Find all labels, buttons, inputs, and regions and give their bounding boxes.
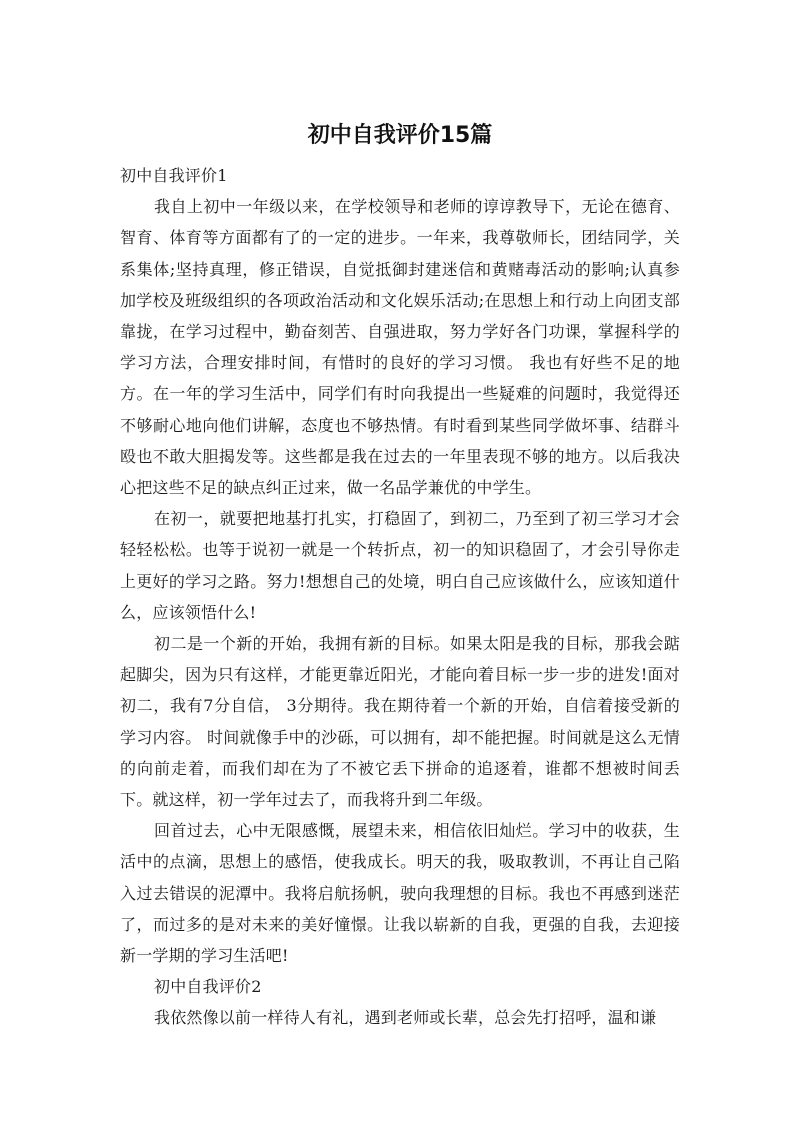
section-heading: 初中自我评价1: [120, 166, 228, 185]
paragraph: 初二是一个新的开始，我拥有新的目标。如果太阳是我的目标，那我会踮起脚尖，因为只有这样，才能更靠近阳光，才能向着目标一步一步的进发!面对初二，我有7分自信， 3分期待。我在期待着一个新的开始，自信着接受新的学习内容。 时间就像手中的沙砾，可以拥有，却不能把握。时间就是这么无情的向前走着，而我们却在为了不被它丢下拼命的追逐着，谁都不想被时间丢下。就这样，初一学年过去了，而我将升到二年级。: [120, 634, 680, 810]
document-title: 初中自我评价15篇: [307, 123, 493, 148]
paragraph: 我依然像以前一样待人有礼，遇到老师或长辈，总会先打招呼，温和谦: [154, 1008, 657, 1028]
paragraph: 我自上初中一年级以来，在学校领导和老师的谆谆教导下，无论在德育、智育、体育等方面都有了的一定的进步。一年来，我尊敬师长，团结同学，关系集体;坚持真理，修正错误，自觉抵御封建迷信和黄赌毒活动的影响;认真参加学校及班级组织的各项政治活动和文化娱乐活动;在思想上和行动上向团支部靠拢，在学习过程中，勤奋刻苦、自强进取，努力学好各门功课，掌握科学的学习方法，合理安排时间，有惜时的良好的学习习惯。 我也有好些不足的地方。在一年的学习生活中，同学们有时向我提出一些疑难的问题时，我觉得还不够耐心地向他们讲解，态度也不够热情。有时看到某些同学做坏事、结群斗殴也不敢大胆揭发等。这些都是我在过去的一年里表现不够的地方。以后我决心把这些不足的缺点纠正过来，做一名品学兼优的中学生。: [120, 197, 680, 498]
paragraph: 回首过去，心中无限感慨，展望未来，相信依旧灿烂。学习中的收获，生活中的点滴，思想上的感悟，使我成长。明天的我，吸取教训，不再让自己陷入过去错误的泥潭中。我将启航扬帆，驶向我理想的目标。我也不再感到迷茫了，而过多的是对未来的美好憧憬。让我以崭新的自我，更强的自我，去迎接新一学期的学习生活吧!: [120, 821, 680, 966]
section-heading: 初中自我评价2: [154, 977, 262, 997]
paragraph: 在初一，就要把地基打扎实，打稳固了，到初二，乃至到了初三学习才会轻轻松松。也等于说初一就是一个转折点，初一的知识稳固了，才会引导你走上更好的学习之路。努力!想想自己的处境，明白自己应该做什么，应该知道什么，应该领悟什么!: [120, 509, 680, 622]
document-body: [120, 160, 680, 1034]
